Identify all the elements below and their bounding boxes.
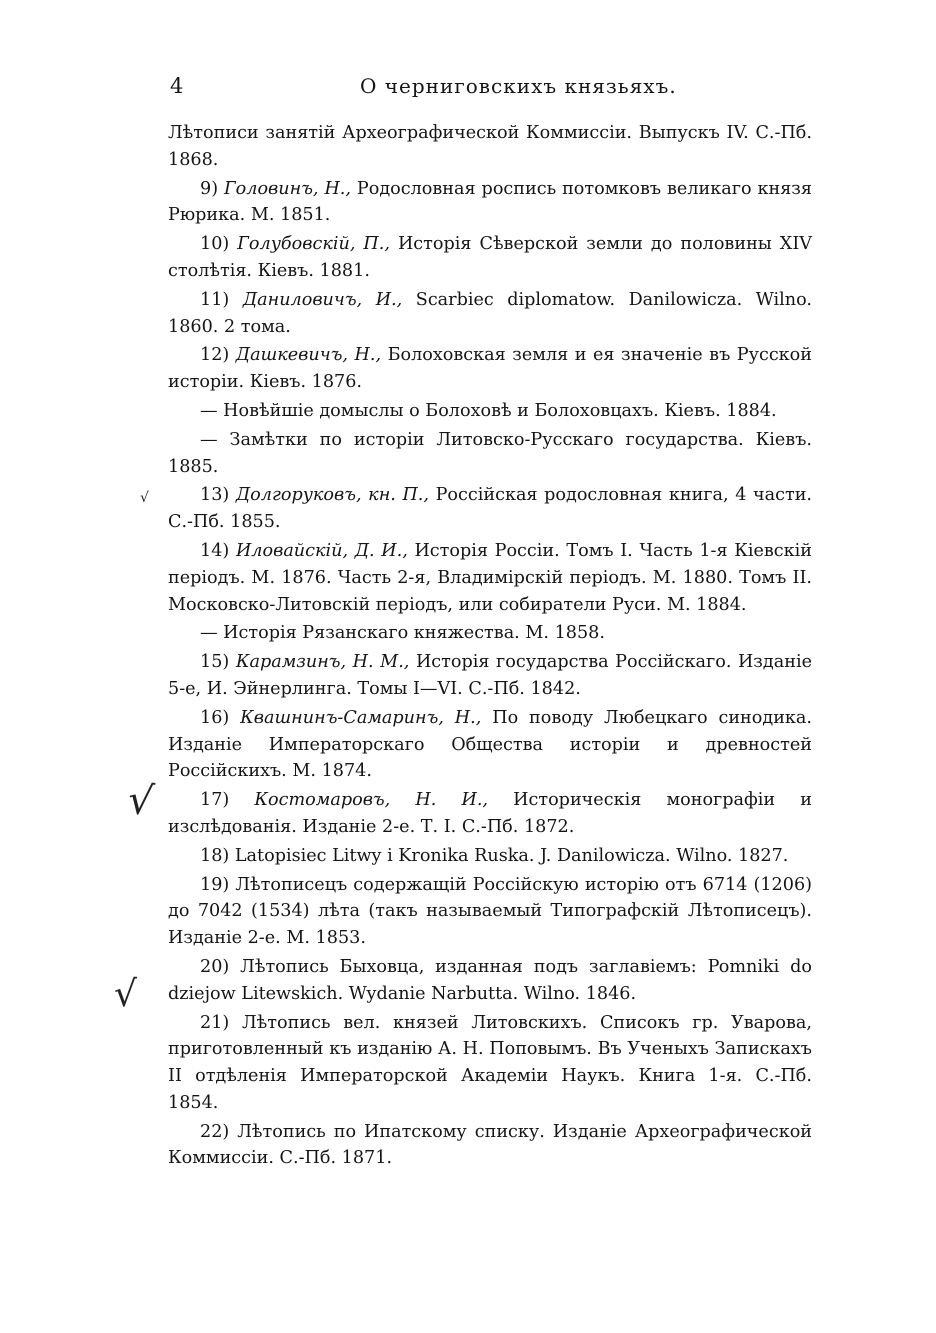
list-item (168, 1119, 812, 1173)
list-item (168, 176, 812, 230)
page-number: 4 (170, 74, 184, 98)
entry-text: Болоховская земля и ея значеніе въ Русской исторіи. Кіевъ. 1876. (168, 345, 812, 393)
entry-number: 22) (200, 1121, 230, 1142)
entry-text: Родословная роспись потомковъ великаго князя Рюрика. М. 1851. (168, 178, 812, 226)
entry-number: 16) (200, 707, 230, 728)
entry-text: — Новѣйшіе домыслы о Болоховѣ и Болоховцахъ. Кіевъ. 1884. (200, 400, 777, 421)
list-item (168, 649, 812, 703)
entry-author: Голубовскій, П., (237, 234, 390, 255)
entry-text: Исторія Сѣверской земли до половины XIV столѣтія. Кіевъ. 1881. (168, 234, 812, 281)
entry-number: 20) (200, 956, 230, 977)
running-head: О черниговскихъ князьяхъ. (360, 74, 677, 98)
entry-author: Дашкевичъ, Н., (235, 345, 382, 366)
entry-number: 19) (200, 874, 230, 895)
entry-text: Scarbiec diplomatow. Danilowicza. Wilno. 1860. 2 тома. (168, 289, 813, 337)
entry-author: Головинъ, Н., (224, 178, 351, 199)
entry-text: Лѣтописи занятій Археографической Коммиссіи. Выпускъ IV. С.-Пб. 1868. (168, 123, 812, 170)
entry-text: — Замѣтки по исторіи Литовско-Русскаго государства. Кіевъ. 1885. (168, 429, 812, 477)
entry-author: Даниловичъ, И., (242, 289, 403, 310)
entry-text: Лѣтопись вел. князей Литовскихъ. Списокъ гр. Уварова, приготовленный къ изданію А. Н. Поповымъ. Въ Ученыхъ Запискахъ II отдѣленія Императорской Академіи Наукъ. Книга 1-я. С.-Пб. 1854. (168, 1012, 812, 1113)
entry-author: Иловайскій, Д. И., (235, 540, 408, 561)
entry-text: Исторія государства Россійскаго. Изданіе 5-е, И. Эйнерлинга. Томы I—VI. С.-Пб. 1842. (168, 652, 812, 699)
pencil-check-mark-icon: √ (140, 490, 149, 506)
entry-number: 17) (200, 790, 230, 811)
entry-number: 9) (200, 178, 219, 199)
entry-number: 15) (200, 652, 230, 673)
entry-author: Карамзинъ, Н. М., (235, 652, 410, 673)
entry-number: 12) (200, 345, 230, 366)
entry-text: Лѣтопись по Ипатскому списку. Изданіе Археографической Коммиссіи. С.-Пб. 1871. (168, 1121, 813, 1169)
entry-number: 10) (200, 234, 230, 255)
bibliography-list (168, 120, 812, 1174)
list-item (168, 620, 812, 647)
list-item (168, 231, 812, 285)
list-item (168, 120, 812, 174)
list-item (168, 287, 812, 341)
entry-text: Исторія Россіи. Томъ I. Часть 1-я Кіевскій періодъ. М. 1876. Часть 2-я, Владимірскій періодъ. М. 1880. Томъ II. Московско-Литовскій періодъ, или собиратели Руси. М. 1884. (168, 540, 813, 615)
list-item (168, 538, 812, 618)
entry-text: Latopisiec Litwy i Kronika Ruska. J. Danilowicza. Wilno. 1827. (234, 845, 789, 866)
list-item (168, 482, 812, 536)
entry-number: 21) (200, 1012, 230, 1033)
list-item (168, 1010, 812, 1117)
list-item (168, 398, 812, 425)
list-item (168, 427, 812, 481)
entry-author: Долгоруковъ, кн. П., (235, 485, 429, 506)
entry-number: 11) (200, 289, 230, 310)
list-item (168, 787, 812, 841)
entry-text: Лѣтописецъ содержащій Россійскую исторію отъ 6714 (1206) до 7042 (1534) лѣта (такъ называемый Типографскій Лѣтописецъ). Изданіе 2-е. М. 1853. (168, 874, 812, 949)
pencil-check-mark-icon: √ (114, 974, 137, 1015)
entry-number: 18) (200, 845, 230, 866)
entry-number: 14) (200, 540, 230, 561)
entry-text: — Исторія Рязанскаго княжества. М. 1858. (200, 623, 605, 644)
entry-text: По поводу Любецкаго синодика. Изданіе Императорскаго Общества исторіи и древностей Россійскихъ. М. 1874. (168, 707, 813, 782)
pencil-check-mark-icon: √ (125, 776, 156, 826)
entry-author: Костомаровъ, Н. И., (254, 790, 489, 811)
entry-text: Историческія монографіи и изслѣдованія. Изданіе 2-е. Т. I. С.-Пб. 1872. (168, 790, 813, 837)
list-item (168, 872, 812, 952)
entry-number: 13) (200, 485, 230, 506)
list-item (168, 843, 812, 870)
entry-author: Квашнинъ-Самаринъ, Н., (240, 707, 482, 728)
list-item (168, 954, 812, 1008)
list-item (168, 705, 812, 785)
entry-text: Россійская родословная книга, 4 части. С.-Пб. 1855. (168, 485, 813, 533)
entry-text: Лѣтопись Быховца, изданная подъ заглавіемъ: Pomniki do dziejow Litewskich. Wydanie Narbutta. Wilno. 1846. (168, 956, 812, 1004)
list-item (168, 342, 812, 396)
